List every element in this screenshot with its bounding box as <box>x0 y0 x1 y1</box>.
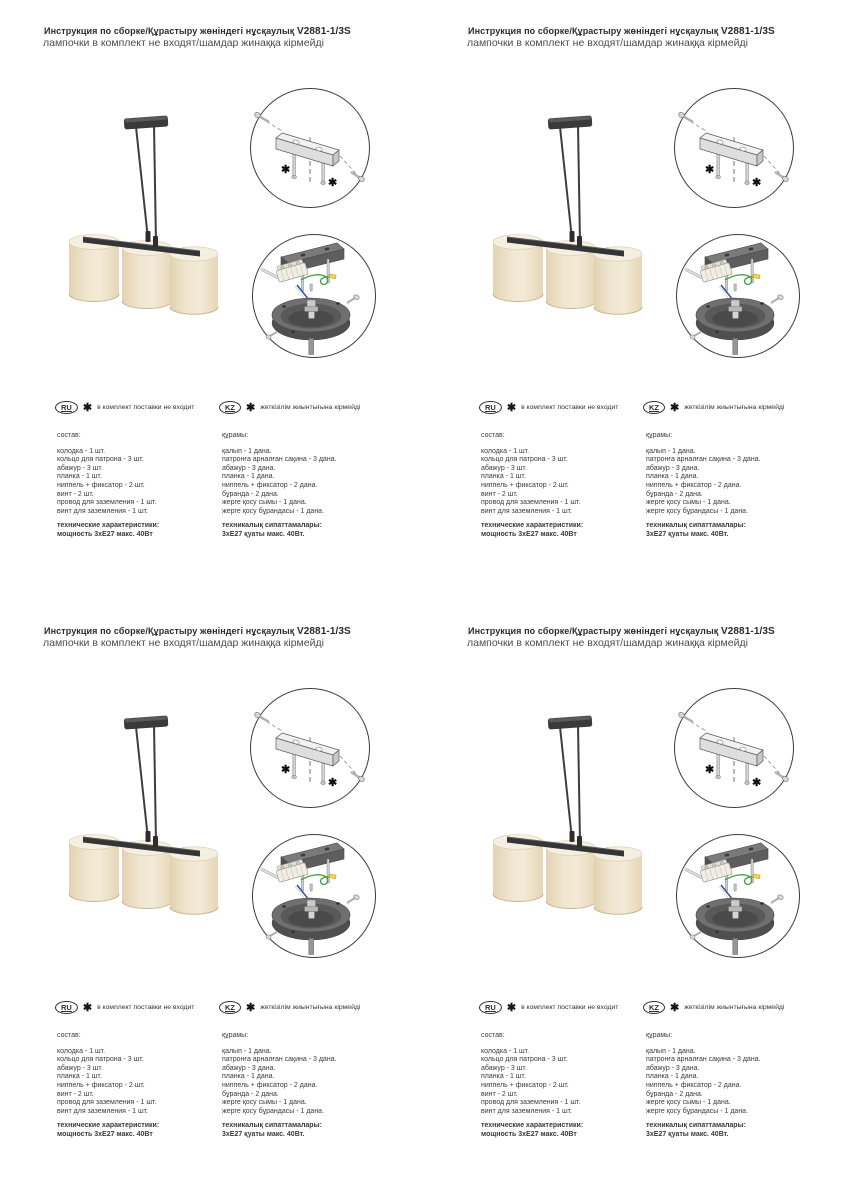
kz-parts-column <box>646 432 841 540</box>
panel-subtitle: лампочки в комплект не входят/шамдар жинаққа кірмейді <box>43 37 324 49</box>
small-screw <box>310 284 312 291</box>
parts-list-item: абажур - 3 шт. <box>481 1064 527 1072</box>
parts-list-item: винт - 2 шт. <box>481 490 518 498</box>
parts-list-item: ниппель + фиксатор - 2 шт. <box>481 1081 569 1089</box>
ru-note-row <box>479 1001 618 1014</box>
kz-badge: KZ <box>643 1001 665 1014</box>
parts-list-item: бұранда - 2 дана. <box>222 490 279 498</box>
parts-list-item: жерге қосу сымы - 1 дана. <box>646 499 731 507</box>
model-number: V2881-1/3S <box>720 26 775 37</box>
ru-note-text: в комплект поставки не входит <box>97 1004 195 1011</box>
parts-list-item: ниппель + фиксатор - 2 дана. <box>222 1081 318 1089</box>
asterisk-icon: ✱ <box>506 1001 517 1014</box>
ru-tech-value: мощность 3хЕ27 макс. 40Вт <box>57 530 153 538</box>
ru-note-text: в комплект поставки не входит <box>521 404 619 411</box>
ru-parts-column <box>57 1032 217 1140</box>
parts-list-item: ниппель + фиксатор - 2 шт. <box>57 1081 145 1089</box>
parts-list-item: планка - 1 дана. <box>222 473 275 481</box>
pendant-lamp-illustration <box>474 105 684 350</box>
kz-tech-value: 3хЕ27 қуаты макс. 40Вт. <box>646 530 729 538</box>
ru-tech-value: мощность 3хЕ27 макс. 40Вт <box>481 530 577 538</box>
asterisk-icon: ✱ <box>246 401 256 414</box>
parts-list-item: винт - 2 шт. <box>481 1090 518 1098</box>
parts-list-item: патронға арналған сақина - 3 дана. <box>222 1056 337 1064</box>
kz-badge: KZ <box>219 401 241 414</box>
not-included-asterisk: ✱ <box>705 164 715 176</box>
parts-list-item: колодка - 1 шт. <box>481 1047 530 1055</box>
bracket-detail-drawing <box>249 87 371 209</box>
ru-note-row <box>55 1001 194 1014</box>
parts-list-item: планка - 1 шт. <box>57 473 102 481</box>
lamp-shade-right <box>170 247 218 314</box>
parts-list-item: колодка - 1 шт. <box>481 447 530 455</box>
parts-list-item: колодка - 1 шт. <box>57 1047 106 1055</box>
ru-tech-value: мощность 3хЕ27 макс. 40Вт <box>57 1130 153 1138</box>
kz-parts-list <box>222 1048 417 1117</box>
ceiling-mount-bar <box>124 715 169 729</box>
kz-tech-value: 3хЕ27 қуаты макс. 40Вт. <box>222 530 305 538</box>
ru-tech-value: мощность 3хЕ27 макс. 40Вт <box>481 1130 577 1138</box>
parts-list-item: провод для заземления - 1 шт. <box>481 1099 581 1107</box>
asterisk-icon: ✱ <box>670 401 680 414</box>
parts-list-item: жерге қосу сымы - 1 дана. <box>646 1099 731 1107</box>
ground-terminal-yellow <box>753 274 760 279</box>
parts-list-item: жерге қосу бұрандасы - 1 дана. <box>646 1107 749 1115</box>
bracket-detail-drawing <box>673 87 795 209</box>
bracket-detail-drawing <box>249 687 371 809</box>
ru-tech-title: технические характеристики: <box>57 1122 160 1130</box>
title-text: Инструкция по сборке/Құрастыру жөніндегі нұсқаулық <box>468 626 721 636</box>
ground-terminal-yellow <box>329 274 336 279</box>
kz-parts-list <box>222 448 417 517</box>
ru-tech-title: технические характеристики: <box>481 1122 584 1130</box>
kz-tech-title: техникалық сипаттамалары: <box>222 1122 322 1130</box>
parts-list-item: кольцо для патрона - 3 шт. <box>57 456 144 464</box>
parts-list-item: ниппель + фиксатор - 2 дана. <box>222 481 318 489</box>
kz-parts-column <box>222 432 417 540</box>
kz-note-text: жеткізілім жиынтығына кірмейді <box>684 1004 785 1011</box>
ru-note-row <box>55 401 194 414</box>
ru-badge: RU <box>55 1001 78 1014</box>
panel-subtitle: лампочки в комплект не входят/шамдар жинаққа кірмейді <box>467 637 748 649</box>
ru-badge: RU <box>55 401 78 414</box>
ru-note-text: в комплект поставки не входит <box>521 1004 619 1011</box>
pendant-rod <box>309 939 314 955</box>
canopy-detail-drawing <box>675 833 801 959</box>
not-included-asterisk: ✱ <box>705 764 715 776</box>
ru-parts-column <box>481 432 641 540</box>
ceiling-mount-bar <box>548 115 593 129</box>
parts-list-item: абажур - 3 дана. <box>222 464 276 472</box>
parts-list-item: кольцо для патрона - 3 шт. <box>57 1056 144 1064</box>
parts-list-item: планка - 1 шт. <box>481 1073 526 1081</box>
ru-list-title: состав: <box>57 1032 81 1039</box>
ru-parts-list <box>481 448 641 517</box>
suspension-rods <box>560 125 580 244</box>
kz-parts-column <box>222 1032 417 1140</box>
lamp-shade-right <box>594 247 642 314</box>
parts-list-item: ниппель + фиксатор - 2 шт. <box>57 481 145 489</box>
not-included-asterisk: ✱ <box>752 177 762 189</box>
parts-list-item: қалып - 1 дана. <box>646 447 696 455</box>
kz-list-title: құрамы: <box>222 1032 249 1039</box>
kz-badge: KZ <box>643 401 665 414</box>
parts-list-item: провод для заземления - 1 шт. <box>57 499 157 507</box>
parts-list-item: кольцо для патрона - 3 шт. <box>481 1056 568 1064</box>
parts-list-item: ниппель + фиксатор - 2 дана. <box>646 1081 742 1089</box>
parts-list-item: абажур - 3 шт. <box>57 1064 103 1072</box>
panel-subtitle: лампочки в комплект не входят/шамдар жинаққа кірмейді <box>467 37 748 49</box>
ru-badge: RU <box>479 1001 502 1014</box>
instruction-panel <box>0 600 424 1200</box>
kz-note-row <box>643 1001 784 1014</box>
model-number: V2881-1/3S <box>296 626 351 637</box>
parts-list-item: патронға арналған сақина - 3 дана. <box>646 456 761 464</box>
kz-parts-column <box>646 1032 841 1140</box>
parts-list-item: винт для заземления - 1 шт. <box>481 507 573 515</box>
instruction-panel <box>424 0 848 600</box>
ru-parts-column <box>481 1032 641 1140</box>
ru-tech-title: технические характеристики: <box>57 522 160 530</box>
pendant-rod <box>733 939 738 955</box>
ru-parts-list <box>57 448 217 517</box>
ru-list-title: состав: <box>57 432 81 439</box>
parts-list-item: бұранда - 2 дана. <box>222 1090 279 1098</box>
parts-list-item: бұранда - 2 дана. <box>646 1090 703 1098</box>
ground-terminal-yellow <box>329 874 336 879</box>
title-text: Инструкция по сборке/Құрастыру жөніндегі нұсқаулық <box>44 26 297 36</box>
parts-list-item: винт для заземления - 1 шт. <box>481 1107 573 1115</box>
parts-list-item: абажур - 3 дана. <box>646 1064 700 1072</box>
suspension-rods <box>560 725 580 844</box>
parts-list-item: жерге қосу сымы - 1 дана. <box>222 499 307 507</box>
small-screw <box>734 884 736 891</box>
kz-note-text: жеткізілім жиынтығына кірмейді <box>260 1004 361 1011</box>
kz-parts-list <box>646 1048 841 1117</box>
parts-list-item: планка - 1 шт. <box>57 1073 102 1081</box>
ru-list-title: состав: <box>481 432 505 439</box>
asterisk-icon: ✱ <box>82 1001 93 1014</box>
ceiling-mount-bar <box>124 115 169 129</box>
instruction-panel <box>424 600 848 1200</box>
kz-note-text: жеткізілім жиынтығына кірмейді <box>684 404 785 411</box>
kz-note-row <box>219 401 360 414</box>
kz-list-title: құрамы: <box>646 432 673 439</box>
parts-list-item: абажур - 3 дана. <box>646 464 700 472</box>
not-included-asterisk: ✱ <box>281 764 291 776</box>
parts-list-item: жерге қосу сымы - 1 дана. <box>222 1099 307 1107</box>
parts-list-item: провод для заземления - 1 шт. <box>481 499 581 507</box>
ru-parts-list <box>57 1048 217 1117</box>
parts-list-item: ниппель + фиксатор - 2 дана. <box>646 481 742 489</box>
ru-note-row <box>479 401 618 414</box>
title-text: Инструкция по сборке/Құрастыру жөніндегі нұсқаулық <box>44 626 297 636</box>
model-number: V2881-1/3S <box>720 626 775 637</box>
panel-title <box>44 626 351 637</box>
suspension-rods <box>136 725 156 844</box>
not-included-asterisk: ✱ <box>281 164 291 176</box>
not-included-asterisk: ✱ <box>752 777 762 789</box>
asterisk-icon: ✱ <box>506 401 517 414</box>
ru-parts-column <box>57 432 217 540</box>
parts-list-item: қалып - 1 дана. <box>222 447 272 455</box>
kz-note-row <box>219 1001 360 1014</box>
panel-subtitle: лампочки в комплект не входят/шамдар жинаққа кірмейді <box>43 637 324 649</box>
parts-list-item: абажур - 3 шт. <box>57 464 103 472</box>
pendant-lamp-illustration <box>50 105 260 350</box>
ru-badge: RU <box>479 401 502 414</box>
parts-list-item: жерге қосу бұрандасы - 1 дана. <box>222 507 325 515</box>
small-screw <box>310 884 312 891</box>
not-included-asterisk: ✱ <box>328 177 338 189</box>
parts-list-item: планка - 1 дана. <box>646 1073 699 1081</box>
parts-list-item: планка - 1 дана. <box>222 1073 275 1081</box>
kz-list-title: құрамы: <box>646 1032 673 1039</box>
parts-list-item: қалып - 1 дана. <box>646 1047 696 1055</box>
parts-list-item: планка - 1 шт. <box>481 473 526 481</box>
parts-list-item: қалып - 1 дана. <box>222 1047 272 1055</box>
kz-tech-title: техникалық сипаттамалары: <box>222 522 322 530</box>
parts-list-item: абажур - 3 дана. <box>222 1064 276 1072</box>
canopy-detail-drawing <box>251 833 377 959</box>
kz-note-text: жеткізілім жиынтығына кірмейді <box>260 404 361 411</box>
parts-list-item: ниппель + фиксатор - 2 шт. <box>481 481 569 489</box>
asterisk-icon: ✱ <box>670 1001 680 1014</box>
parts-list-item: патронға арналған сақина - 3 дана. <box>646 1056 761 1064</box>
parts-list-item: жерге қосу бұрандасы - 1 дана. <box>646 507 749 515</box>
instruction-panel <box>0 0 424 600</box>
parts-list-item: абажур - 3 шт. <box>481 464 527 472</box>
parts-list-item: планка - 1 дана. <box>646 473 699 481</box>
kz-list-title: құрамы: <box>222 432 249 439</box>
ru-tech-title: технические характеристики: <box>481 522 584 530</box>
lamp-shade-right <box>170 847 218 914</box>
ru-list-title: состав: <box>481 1032 505 1039</box>
kz-tech-title: техникалық сипаттамалары: <box>646 1122 746 1130</box>
small-screw <box>734 284 736 291</box>
parts-list-item: винт для заземления - 1 шт. <box>57 1107 149 1115</box>
model-number: V2881-1/3S <box>296 26 351 37</box>
ground-terminal-yellow <box>753 874 760 879</box>
suspension-rods <box>136 125 156 244</box>
parts-list-item: колодка - 1 шт. <box>57 447 106 455</box>
ru-note-text: в комплект поставки не входит <box>97 404 195 411</box>
parts-list-item: винт - 2 шт. <box>57 1090 94 1098</box>
kz-note-row <box>643 401 784 414</box>
parts-list-item: жерге қосу бұрандасы - 1 дана. <box>222 1107 325 1115</box>
kz-parts-list <box>646 448 841 517</box>
not-included-asterisk: ✱ <box>328 777 338 789</box>
parts-list-item: провод для заземления - 1 шт. <box>57 1099 157 1107</box>
canopy-detail-drawing <box>251 233 377 359</box>
title-text: Инструкция по сборке/Құрастыру жөніндегі нұсқаулық <box>468 26 721 36</box>
pendant-lamp-illustration <box>474 705 684 950</box>
parts-list-item: бұранда - 2 дана. <box>646 490 703 498</box>
asterisk-icon: ✱ <box>82 401 93 414</box>
canopy-detail-drawing <box>675 233 801 359</box>
pendant-rod <box>733 339 738 355</box>
panel-title <box>44 26 351 37</box>
parts-list-item: винт - 2 шт. <box>57 490 94 498</box>
asterisk-icon: ✱ <box>246 1001 256 1014</box>
pendant-lamp-illustration <box>50 705 260 950</box>
parts-list-item: винт для заземления - 1 шт. <box>57 507 149 515</box>
bracket-detail-drawing <box>673 687 795 809</box>
lamp-shade-right <box>594 847 642 914</box>
kz-tech-value: 3хЕ27 қуаты макс. 40Вт. <box>222 1130 305 1138</box>
pendant-rod <box>309 339 314 355</box>
ru-parts-list <box>481 1048 641 1117</box>
kz-tech-value: 3хЕ27 қуаты макс. 40Вт. <box>646 1130 729 1138</box>
parts-list-item: патронға арналған сақина - 3 дана. <box>222 456 337 464</box>
panel-title <box>468 26 775 37</box>
panel-title <box>468 626 775 637</box>
ceiling-mount-bar <box>548 715 593 729</box>
parts-list-item: кольцо для патрона - 3 шт. <box>481 456 568 464</box>
kz-tech-title: техникалық сипаттамалары: <box>646 522 746 530</box>
kz-badge: KZ <box>219 1001 241 1014</box>
